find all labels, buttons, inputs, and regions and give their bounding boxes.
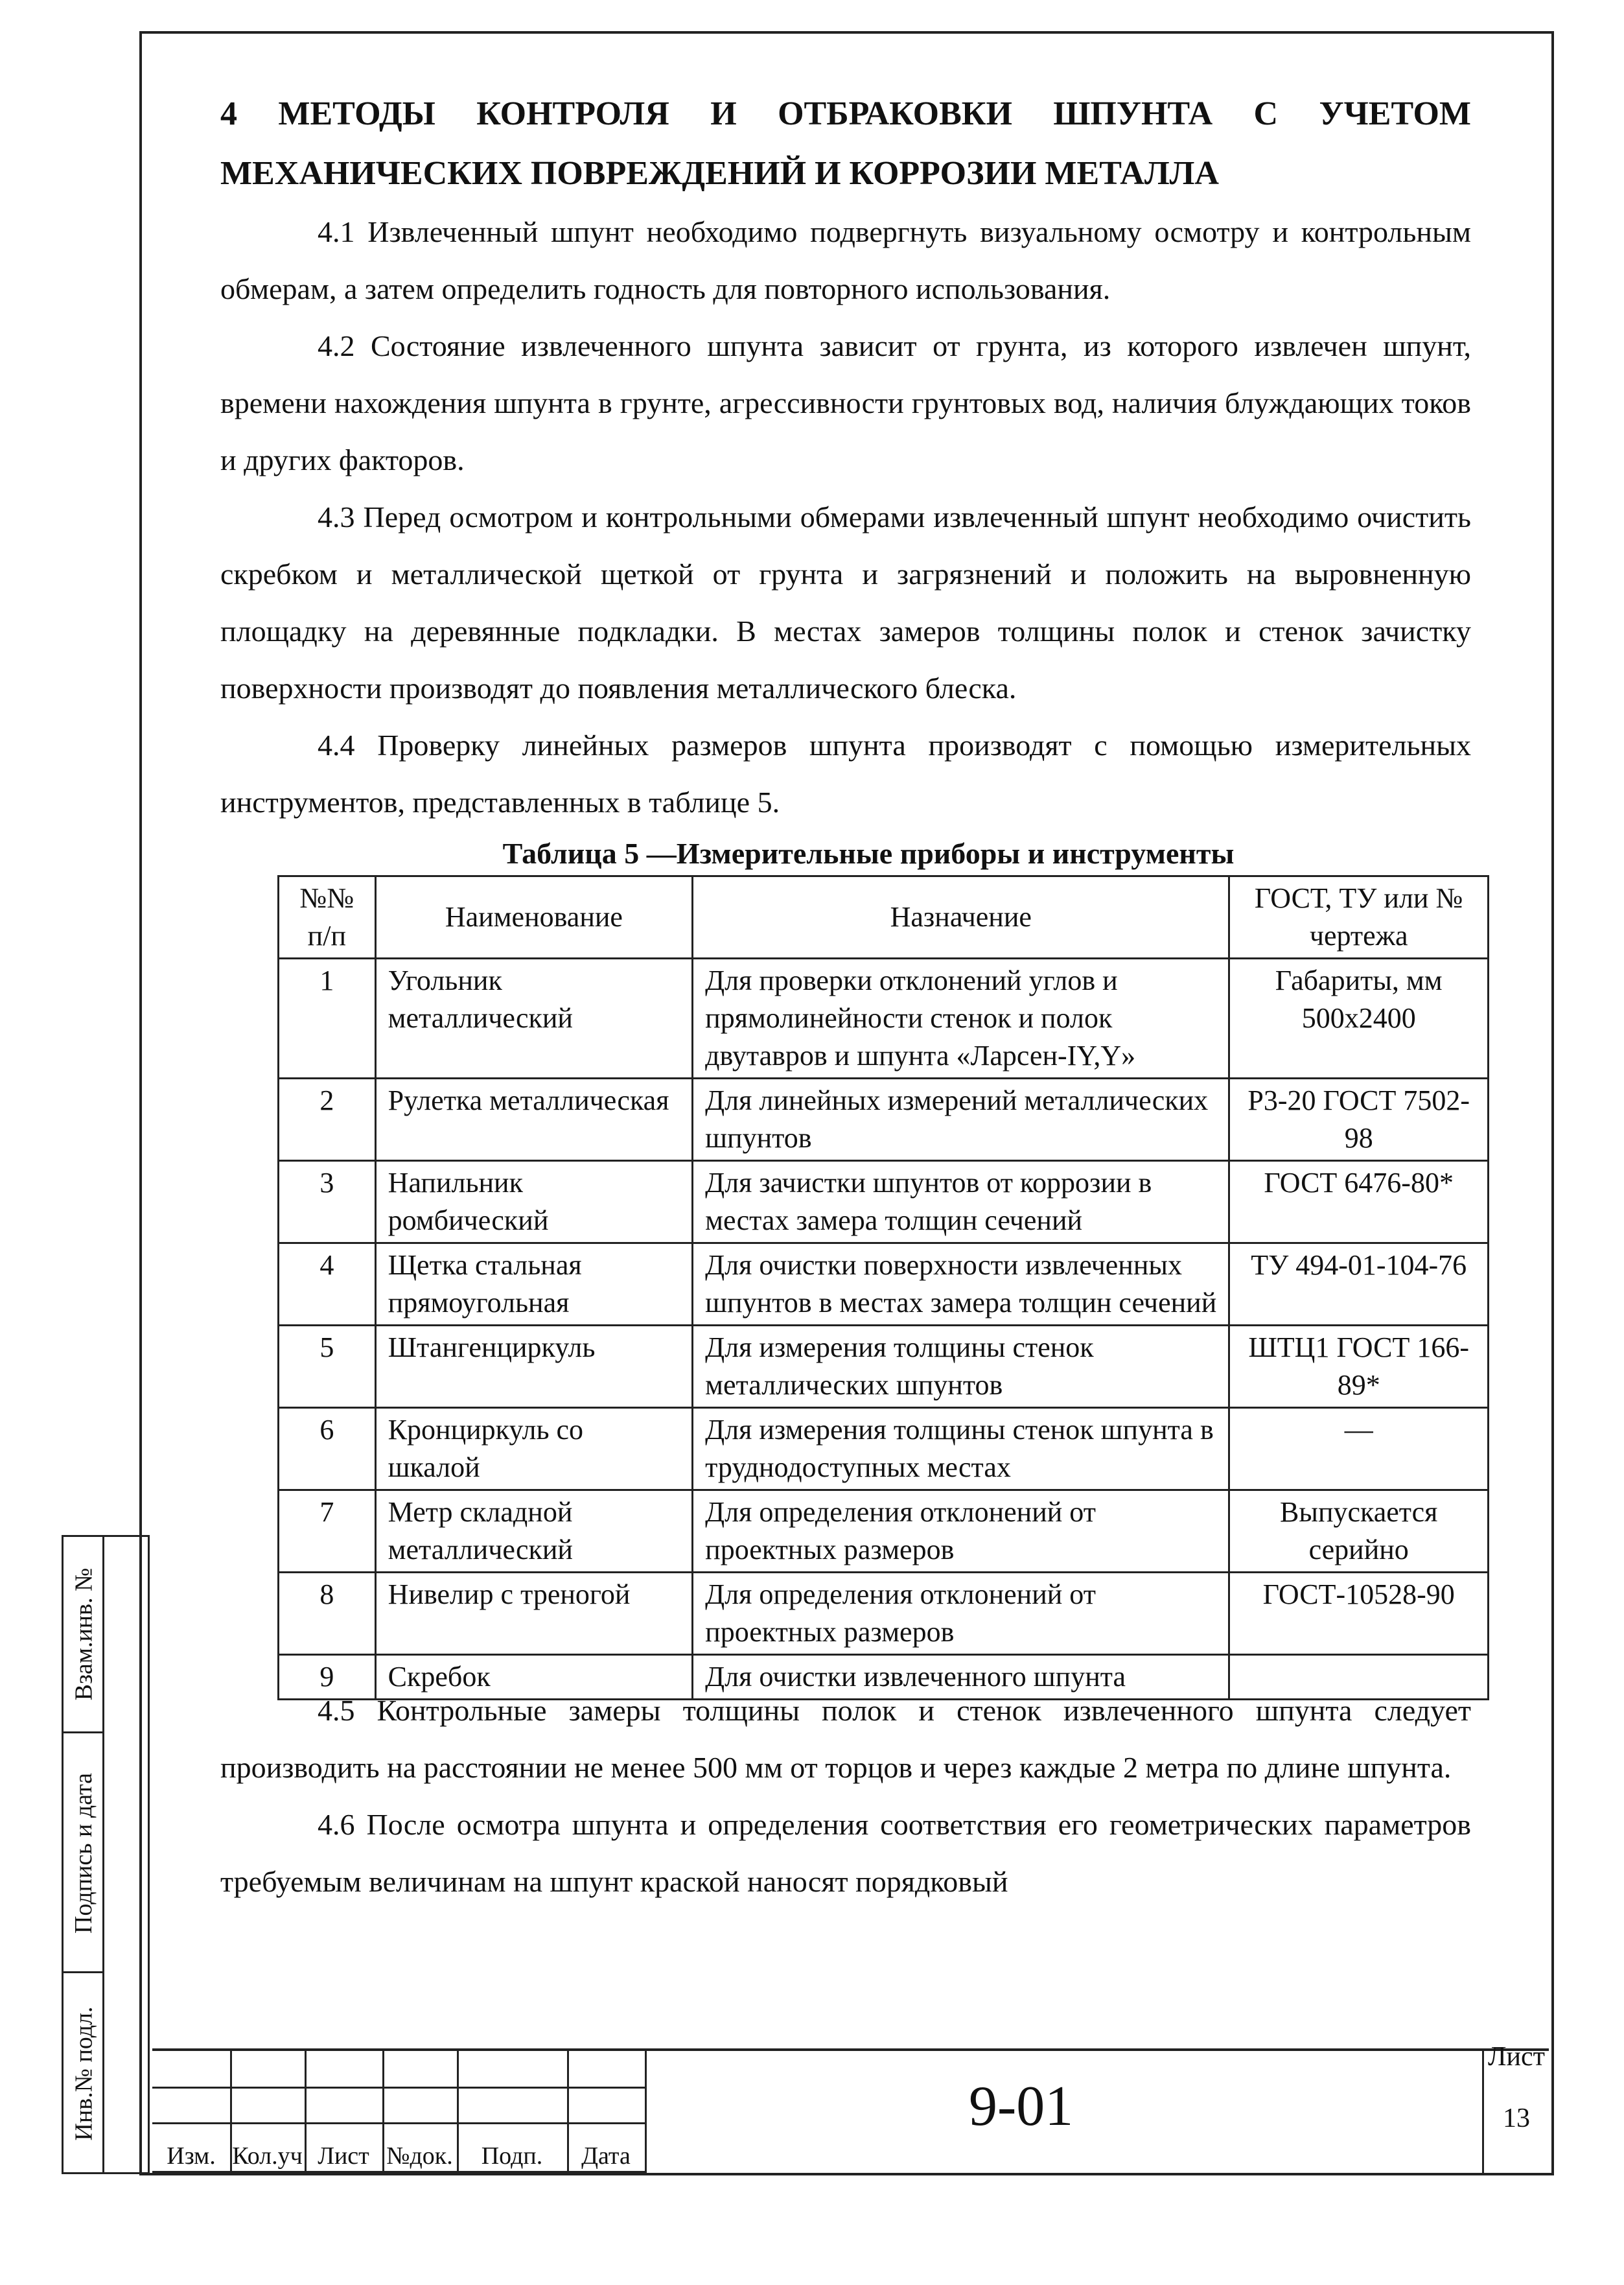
cell-gost: ГОСТ-10528-90 xyxy=(1229,1573,1489,1655)
cell-purpose: Для очистки поверхности извлеченных шпунтов в местах замера толщин сечений xyxy=(693,1243,1229,1326)
cell-purpose: Для очистки извлеченного шпунта xyxy=(693,1655,1229,1700)
cell-name: Щетка стальная прямоугольная xyxy=(375,1243,692,1326)
table-row xyxy=(279,1161,1489,1243)
paragraph-4-2: 4.2 Состояние извлеченного шпунта зависит от грунта, из которого извлечен шпунт, времени нахождения шпунта в грунте, агрессивности грунтовых вод, наличия блуждающих токов и других факторов. xyxy=(220,329,1471,476)
header-gost: ГОСТ, ТУ или № чертежа xyxy=(1229,876,1489,959)
instruments-table xyxy=(277,875,1489,1700)
cell-num: 8 xyxy=(279,1573,376,1655)
cell-purpose: Для измерения толщины стенок шпунта в труднодоступных местах xyxy=(693,1408,1229,1490)
cell-name: Скребок xyxy=(375,1655,692,1700)
page-content xyxy=(220,84,1471,831)
cell-purpose: Для линейных измерений металлических шпунтов xyxy=(693,1079,1229,1161)
cell-purpose: Для зачистки шпунтов от коррозии в местах замера толщин сечений xyxy=(693,1161,1229,1243)
header-purpose: Назначение xyxy=(693,876,1229,959)
table-header-row xyxy=(279,876,1489,959)
title-block-label: Изм. xyxy=(167,2142,216,2170)
cell-name: Метр складной металлический xyxy=(375,1490,692,1573)
paragraph-4-5: 4.5 Контрольные замеры толщины полок и стенок извлеченного шпунта следует производить на расстоянии не менее 500 мм от торцов и через каждые 2 метра по длине шпунта. xyxy=(220,1694,1471,1784)
side-inv-label: Инв.№ подл. xyxy=(70,2006,98,2141)
table-row xyxy=(279,1326,1489,1408)
cell-name: Угольник металлический xyxy=(375,959,692,1079)
paragraph-4-6: 4.6 После осмотра шпунта и определения соответствия его геометрических параметров требуемым величинам на шпунт краской наносят порядковый xyxy=(220,1808,1471,1898)
sheet-label: Лист xyxy=(1488,2042,1545,2072)
cell-num: 6 xyxy=(279,1408,376,1490)
table-caption: Таблица 5 —Измерительные приборы и инструменты xyxy=(502,837,1235,870)
side-divider xyxy=(102,1537,104,2172)
cell-name: Кронциркуль со шкалой xyxy=(375,1408,692,1490)
document-code: 9-01 xyxy=(969,2075,1074,2138)
header-name: Наименование xyxy=(375,876,692,959)
cell-num: 9 xyxy=(279,1655,376,1700)
cell-num: 3 xyxy=(279,1161,376,1243)
side-zam-label: Взам.инв. № xyxy=(70,1567,98,1701)
cell-gost: — xyxy=(1229,1408,1489,1490)
section-heading xyxy=(220,84,1471,204)
side-zam-cell xyxy=(64,1537,104,1731)
cell-purpose: Для определения отклонений от проектных размеров xyxy=(693,1573,1229,1655)
cell-gost: ГОСТ 6476-80* xyxy=(1229,1161,1489,1243)
cell-num: 4 xyxy=(279,1243,376,1326)
header-num: №№ п/п xyxy=(279,876,376,959)
cell-purpose: Для проверки отклонений углов и прямолинейности стенок и полок двутавров и шпунта «Ларсен-IY,Y» xyxy=(693,959,1229,1079)
title-block-label: Подп. xyxy=(481,2142,543,2170)
side-sign-cell xyxy=(64,1731,104,1973)
cell-name: Штангенциркуль xyxy=(375,1326,692,1408)
heading-line-1: 4 МЕТОДЫ КОНТРОЛЯ И ОТБРАКОВКИ ШПУНТА С УЧЕТОМ xyxy=(220,95,1471,132)
cell-gost: Выпускается серийно xyxy=(1229,1490,1489,1573)
cell-num: 2 xyxy=(279,1079,376,1161)
side-sign-label: Подпись и дата xyxy=(70,1772,98,1934)
side-stamp xyxy=(62,1535,150,2174)
cell-purpose: Для определения отклонений от проектных размеров xyxy=(693,1490,1229,1573)
table-row xyxy=(279,1490,1489,1573)
sheet-number: 13 xyxy=(1503,2103,1530,2133)
side-inv-cell xyxy=(64,1971,104,2174)
title-block-label: Дата xyxy=(581,2142,631,2170)
page-content-lower xyxy=(220,1682,1471,1910)
cell-gost: ШТЦ1 ГОСТ 166-89* xyxy=(1229,1326,1489,1408)
paragraph-4-1: 4.1 Извлеченный шпунт необходимо подвергнуть визуальному осмотру и контрольным обмерам, а затем определить годность для повторного использования. xyxy=(220,215,1471,305)
title-block xyxy=(152,2042,1549,2173)
title-block-label: Лист xyxy=(318,2142,369,2170)
cell-gost: Р3-20 ГОСТ 7502-98 xyxy=(1229,1079,1489,1161)
cell-name: Напильник ромбический xyxy=(375,1161,692,1243)
cell-num: 5 xyxy=(279,1326,376,1408)
paragraph-4-3: 4.3 Перед осмотром и контрольными обмерами извлеченный шпунт необходимо очистить скребком и металлической щеткой от грунта и загрязнений и положить на выровненную площадку на деревянные подкладки. В местах замеров толщины полок и стенок зачистку поверхности производят до появления металлического блеска. xyxy=(220,500,1471,705)
title-block-label: Кол.уч xyxy=(232,2142,303,2170)
table-row xyxy=(279,959,1489,1079)
cell-num: 7 xyxy=(279,1490,376,1573)
table-row xyxy=(279,1408,1489,1490)
table-row xyxy=(279,1079,1489,1161)
table-row xyxy=(279,1243,1489,1326)
title-block-label: №док. xyxy=(386,2142,453,2170)
cell-num: 1 xyxy=(279,959,376,1079)
heading-line-2: МЕХАНИЧЕСКИХ ПОВРЕЖДЕНИЙ И КОРРОЗИИ МЕТАЛЛА xyxy=(220,155,1219,192)
cell-name: Рулетка металлическая xyxy=(375,1079,692,1161)
paragraph-4-4: 4.4 Проверку линейных размеров шпунта производят с помощью измерительных инструментов, представленных в таблице 5. xyxy=(220,729,1471,819)
cell-gost: Габариты, мм 500х2400 xyxy=(1229,959,1489,1079)
cell-purpose: Для измерения толщины стенок металлических шпунтов xyxy=(693,1326,1229,1408)
cell-name: Нивелир с треногой xyxy=(375,1573,692,1655)
table-row xyxy=(279,1573,1489,1655)
cell-gost: ТУ 494-01-104-76 xyxy=(1229,1243,1489,1326)
